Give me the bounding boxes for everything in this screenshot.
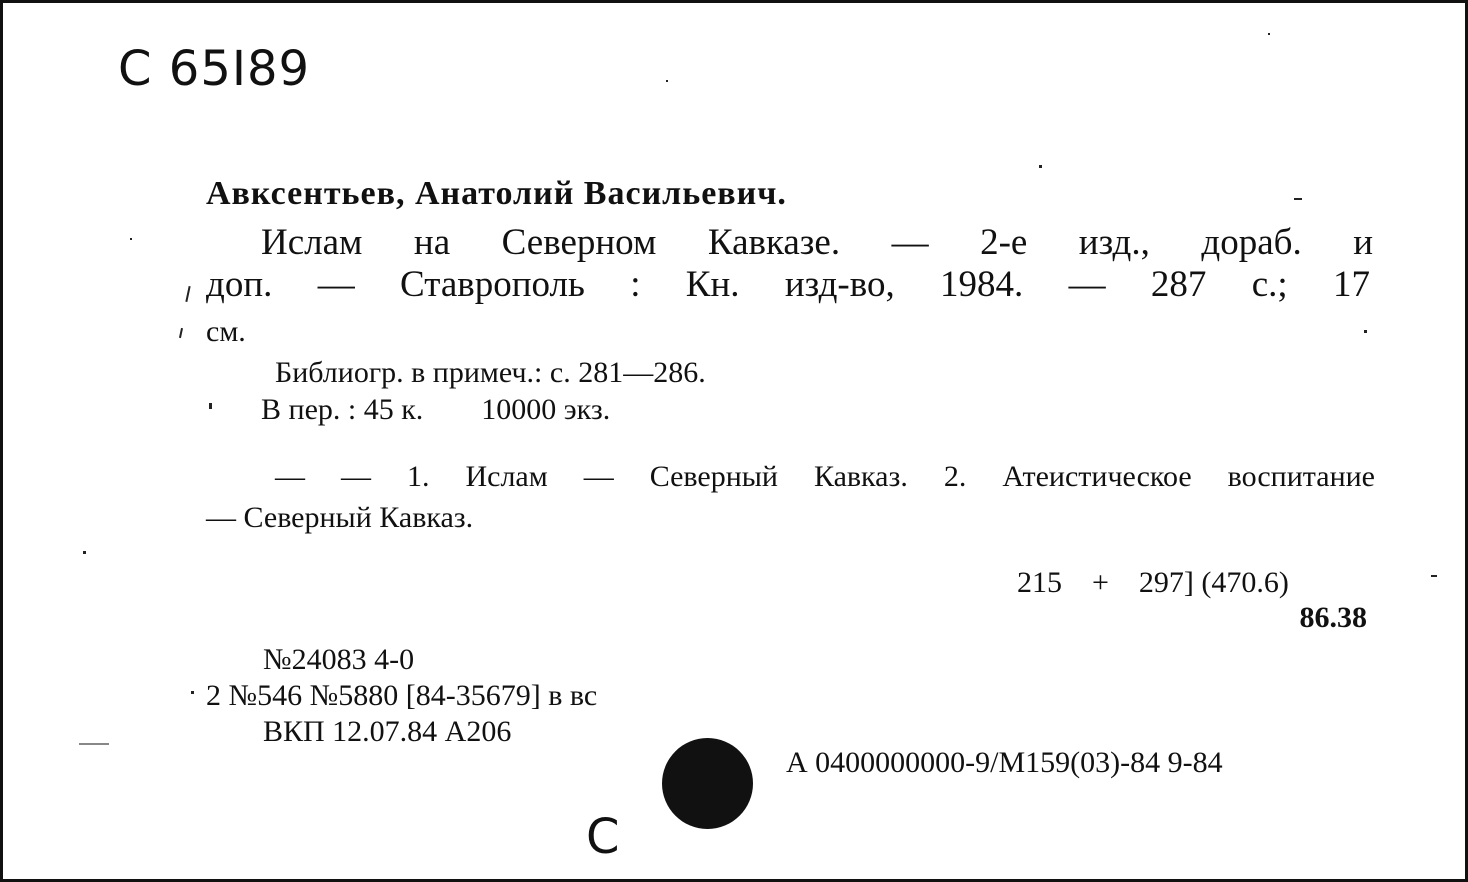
subjects-line-1: — — 1. Ислам — Северный Кавказ. 2. Атеистическое воспитание [275, 460, 1375, 493]
classification-a: 215 [1017, 566, 1062, 599]
registry-line-2: 2 №546 №5880 [84-35679] в вс [206, 679, 598, 712]
publisher-code: А 0400000000-9/М159(03)-84 9-84 [786, 746, 1223, 779]
speck-mark [1039, 165, 1042, 168]
title-line-1: Ислам на Северном Кавказе. — 2-е изд., дораб. и [261, 222, 1373, 263]
speck-mark [191, 691, 194, 694]
speck-mark [185, 286, 190, 302]
copies-text: 10000 экз. [481, 393, 611, 426]
classification-code: 86.38 [1299, 601, 1367, 634]
bottom-letter: С [586, 809, 620, 865]
title-line-2: доп. — Ставрополь : Кн. изд-во, 1984. — 287 с.; 17 [206, 264, 1370, 305]
registry-line-1: №24083 4-0 [263, 643, 415, 676]
speck-mark [130, 238, 132, 240]
speck-mark [1431, 575, 1437, 577]
registry-line-3: ВКП 12.07.84 А206 [263, 715, 512, 748]
speck-mark [79, 743, 109, 745]
subjects-line-2: — Северный Кавказ. [206, 501, 474, 534]
title-line-3: см. [206, 315, 246, 348]
price-note [261, 393, 610, 427]
speck-mark [179, 328, 183, 338]
call-number: С 65I89 [118, 41, 311, 97]
speck-mark [83, 551, 86, 554]
speck-mark [1268, 33, 1270, 35]
speck-mark [1294, 198, 1302, 200]
speck-mark [209, 403, 212, 409]
punch-hole [662, 738, 753, 829]
author-heading: Авксентьев, Анатолий Васильевич. [206, 175, 787, 212]
classification-line [1017, 566, 1289, 600]
bibliography-note: Библиогр. в примеч.: с. 281—286. [275, 356, 706, 389]
classification-plus: + [1092, 566, 1109, 599]
classification-b: 297] (470.6) [1138, 566, 1289, 599]
price-text: В пер. : 45 к. [261, 393, 424, 426]
speck-mark [1364, 330, 1367, 333]
speck-mark [666, 80, 668, 82]
